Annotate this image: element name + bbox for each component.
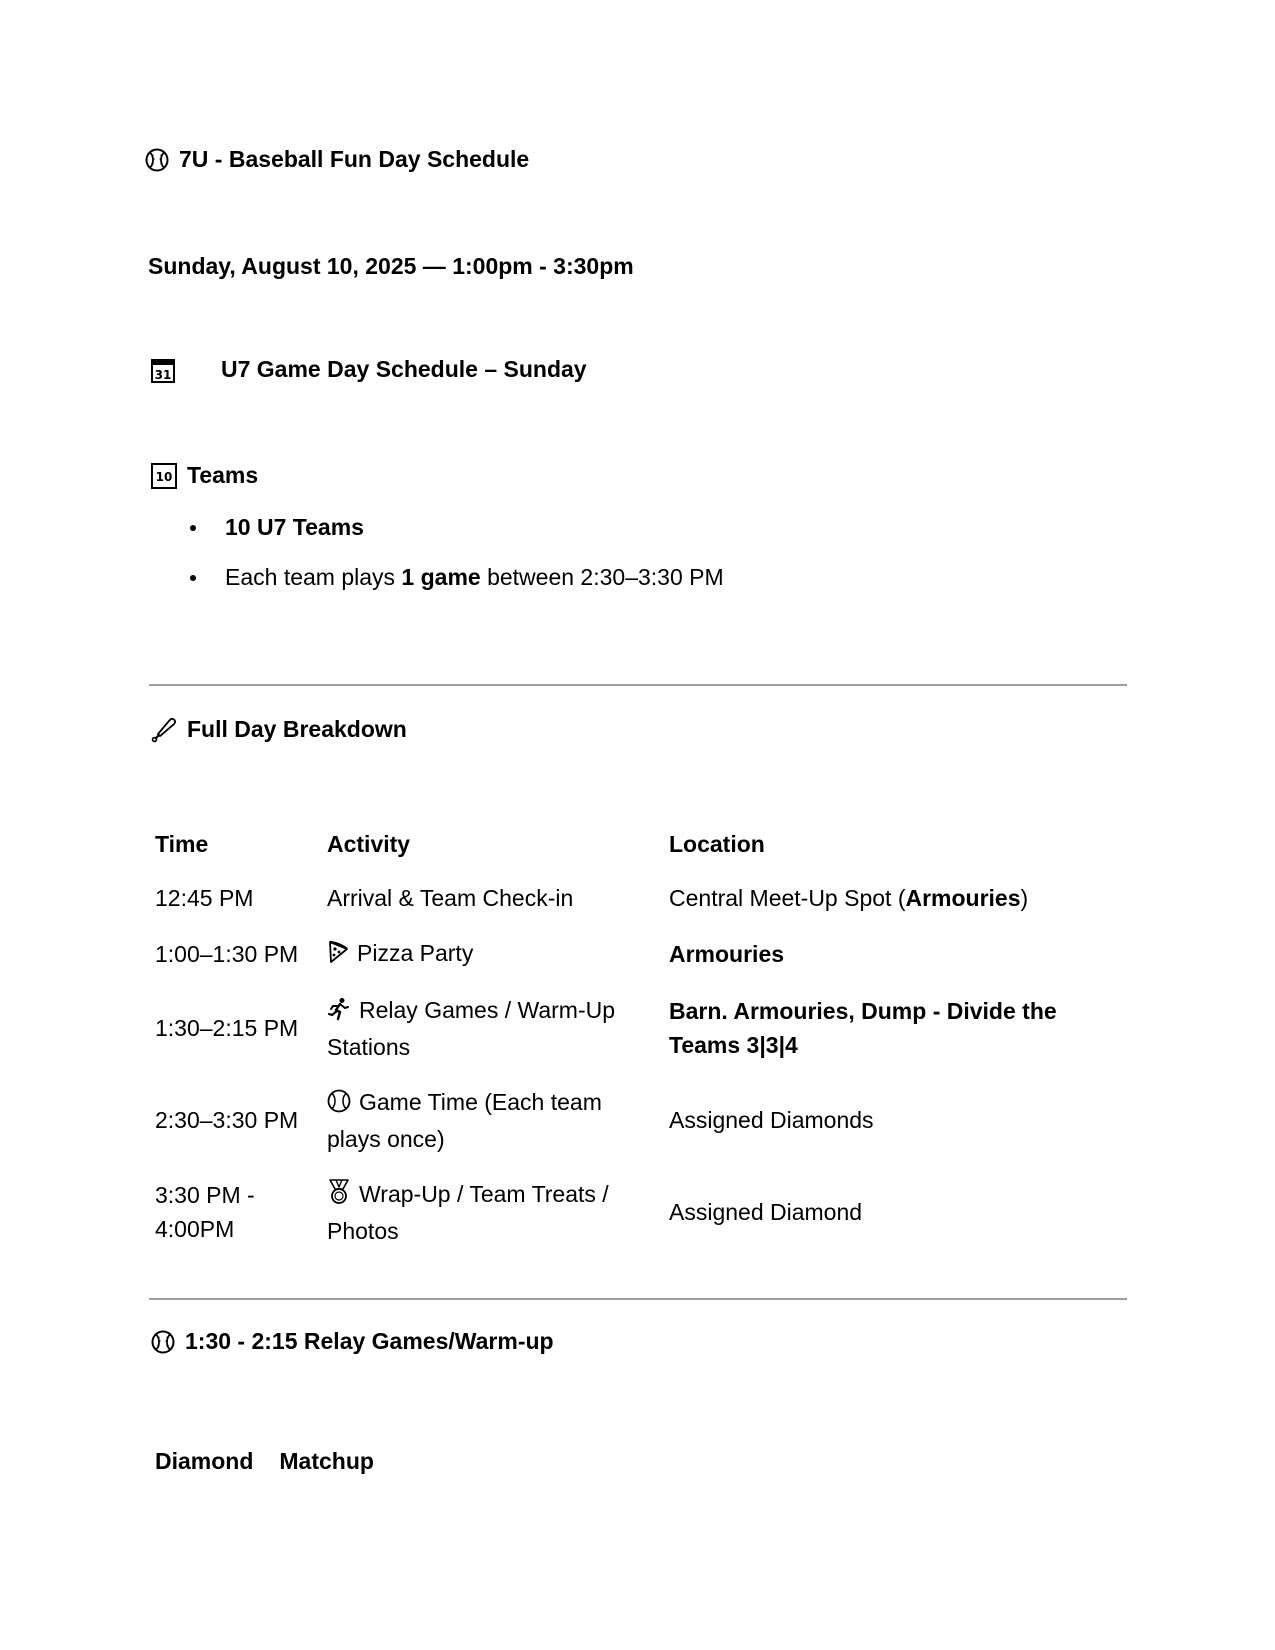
breakdown-heading-text: Full Day Breakdown: [187, 716, 407, 742]
list-item: [150, 563, 724, 613]
breakdown-heading: [151, 716, 407, 743]
bullet-text: between 2:30–3:30 PM: [480, 564, 724, 590]
time-cell: 2:30–3:30 PM: [155, 1107, 299, 1133]
location-text: ): [1020, 885, 1029, 911]
calendar-icon: [151, 357, 175, 383]
activity-cell: [321, 982, 663, 1074]
table-row: [149, 1074, 1124, 1166]
table-header-row: [149, 1438, 380, 1484]
title-text: 7U - Baseball Fun Day Schedule: [179, 146, 530, 172]
location-cell: Assigned Diamond: [669, 1199, 863, 1225]
activity-text: Wrap-Up / Team Treats / Photos: [327, 1180, 609, 1244]
pizza-icon: [327, 939, 349, 973]
divider: [149, 1298, 1127, 1300]
svg-text:31: 31: [154, 367, 172, 382]
activity-text: Relay Games / Warm-Up Stations: [327, 996, 616, 1060]
column-header-location: Location: [669, 831, 765, 857]
bullet-text: Each team plays: [225, 564, 402, 590]
column-header-activity: Activity: [327, 831, 411, 857]
bat-icon: [151, 717, 177, 743]
game-day-heading-text: U7 Game Day Schedule – Sunday: [221, 356, 587, 382]
location-text: Central Meet-Up Spot (: [669, 885, 906, 911]
activity-text: Pizza Party: [357, 939, 474, 966]
location-cell: Barn. Armouries, Dump - Divide the Teams 3|3|4: [669, 998, 1057, 1058]
location-cell: [663, 870, 1124, 926]
column-header-time: Time: [155, 831, 209, 857]
table-row: [149, 1166, 1124, 1258]
relay-table: [149, 1438, 380, 1484]
column-header-diamond: Diamond: [155, 1448, 254, 1474]
teams-heading: [151, 462, 258, 489]
activity-cell: [321, 1074, 663, 1166]
column-header-matchup: Matchup: [279, 1448, 374, 1474]
teams-heading-text: Teams: [187, 462, 259, 488]
activity-cell: Arrival & Team Check-in: [327, 885, 574, 911]
baseball-icon: [327, 1088, 351, 1122]
baseball-icon: [151, 1330, 175, 1354]
bullet-text: 10 U7 Teams: [225, 514, 364, 540]
relay-heading-text: 1:30 - 2:15 Relay Games/Warm-up: [185, 1328, 554, 1354]
teams-list: [150, 513, 724, 613]
activity-text: Game Time (Each team plays once): [327, 1088, 602, 1152]
table-row: [149, 982, 1124, 1074]
game-day-heading: [151, 356, 587, 383]
time-cell: 1:30–2:15 PM: [155, 1015, 299, 1041]
location-cell: Armouries: [669, 941, 785, 967]
location-cell: Assigned Diamonds: [669, 1107, 874, 1133]
divider: [149, 684, 1127, 686]
activity-cell: [321, 1166, 663, 1258]
location-bold-text: Armouries: [905, 885, 1021, 911]
svg-text:10: 10: [155, 469, 173, 484]
bullet-bold-text: 1 game: [401, 564, 481, 590]
runner-icon: [327, 996, 351, 1030]
table-header-row: [149, 818, 1124, 870]
medal-icon: [327, 1179, 351, 1214]
activity-cell: [321, 926, 663, 982]
time-cell: 1:00–1:30 PM: [155, 941, 299, 967]
time-cell: 12:45 PM: [155, 885, 254, 911]
relay-heading: [151, 1328, 554, 1355]
schedule-table: [149, 818, 1124, 1258]
time-cell: 3:30 PM - 4:00PM: [155, 1182, 255, 1242]
table-row: [149, 870, 1124, 926]
date-line: Sunday, August 10, 2025 — 1:00pm - 3:30pm: [148, 253, 634, 279]
table-row: [149, 926, 1124, 982]
page-title: [145, 146, 529, 173]
baseball-icon: [145, 148, 169, 172]
list-item: [150, 513, 724, 563]
keycap-ten-icon: [151, 463, 177, 489]
